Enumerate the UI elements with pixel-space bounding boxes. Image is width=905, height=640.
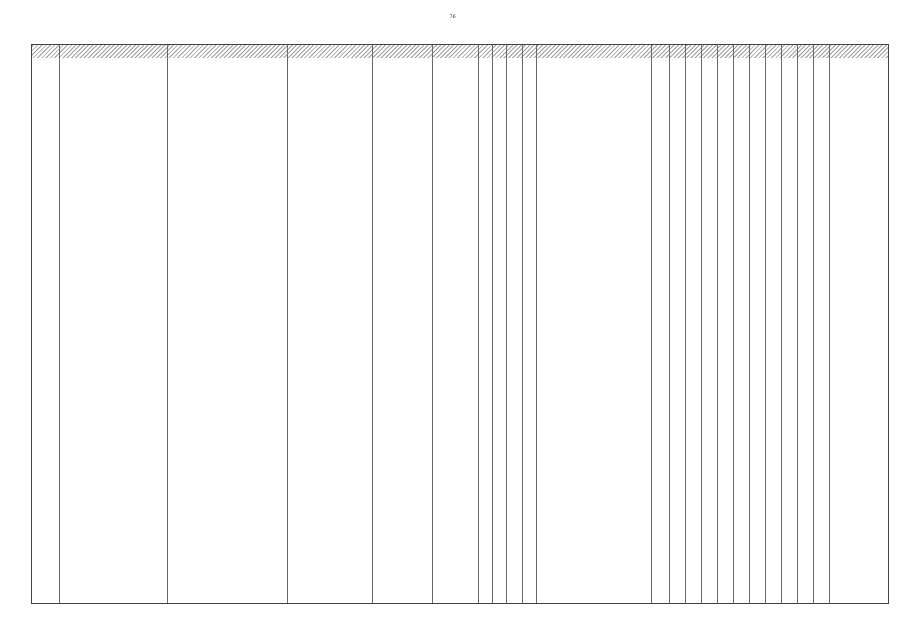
page-number: 76 [449, 14, 456, 20]
table-border [31, 44, 889, 604]
register-table [31, 44, 889, 604]
